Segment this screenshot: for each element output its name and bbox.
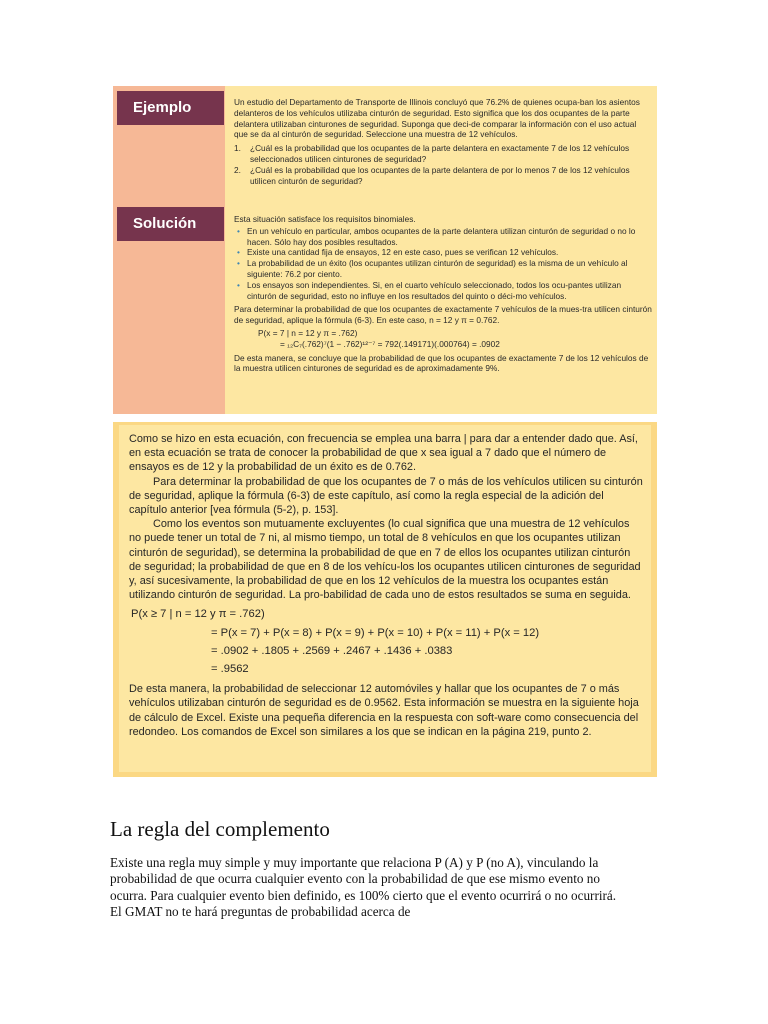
sum-line-4: = .9562 [211, 663, 249, 676]
example-text [234, 97, 652, 186]
section-paragraph: Existe una regla muy simple y muy importante que relaciona P (A) y P (no A), vinculando la probabilidad de que ocurra cualquier evento con la probabilidad de que ese mismo evento no ocurra. Para cualquier evento bien definido, es 100% cierto que el evento ocurrirá o no ocurrirá. El GMAT no te hará preguntas de probabilidad acerca de [110, 855, 617, 919]
sum-line-3: = .0902 + .1805 + .2569 + .2467 + .1436 + .0383 [211, 644, 453, 657]
requirement-item: • En un vehículo en particular, ambos ocupantes de la parte delantera utilizan cinturón de seguridad o no lo hacen. Sólo hay dos posibles resultados. [237, 225, 636, 247]
equation-line-1: P(x = 7 | n = 12 y π = .762) [258, 327, 358, 338]
question-2: 2. ¿Cuál es la probabilidad que los ocupantes de la parte delantera de por lo menos 7 de los 12 vehículos utilicen cinturón de seguridad? [234, 164, 630, 186]
sum-line-2: = P(x = 7) + P(x = 8) + P(x = 9) + P(x = 10) + P(x = 11) + P(x = 12) [211, 626, 540, 639]
label-column [113, 86, 225, 414]
requirement-item: • La probabilidad de un éxito (los ocupantes utilizan cinturón de seguridad) es la misma de un vehículo al siguiente: 76.2 por ciento. [237, 258, 628, 279]
given-paragraph: Como se hizo en esta ecuación, con frecuencia se emplea una barra | para dar a entender dado que. Así, en esta ecuación se trata de conocer la probabilidad de que x sea igual a 7 dado que el número de ensayos es de 12 y la probabilidad de un éxito es de 0.762. [129, 433, 638, 474]
seven-or-more-paragraph: Para determinar la probabilidad de que los ocupantes de 7 o más de los vehículos utilicen su cinturón de seguridad, aplique la fórmula (6-3) de este capítulo, así como la regla especial de la adición del capítulo anterior [vea fórmula (5-2), p. 153]. [129, 475, 643, 517]
example-box [113, 86, 657, 414]
solution-intro: Esta situación satisface los requisitos binomiales. [234, 214, 416, 224]
solucion-tab: Solución [117, 207, 224, 241]
continuation-box [113, 422, 657, 777]
final-paragraph: De esta manera, la probabilidad de seleccionar 12 automóviles y hallar que los ocupantes de 7 o más vehículos utilizaban cinturón de seguridad es de 0.9562. Esta información se muestra en la siguiente hoja de cálculo de Excel. Existe una pequeña diferencia en la respuesta con soft-ware como consecuencia del redondeo. Los comandos de Excel son similares a los que se indican en la página 219, punto 2. [129, 683, 639, 738]
ejemplo-tab: Ejemplo [117, 91, 224, 125]
requirement-item: • Los ensayos son independientes. Si, en el cuarto vehículo seleccionado, todos los ocu-pantes utilizan cinturón de seguridad, esto no influye en los resultados del quinto o déci-mo vehículos. [237, 279, 622, 301]
solution-conclusion: De esta manera, se concluye que la probabilidad de que los ocupantes de exactamente 7 de los 12 vehículos de la muestra utilicen cinturones de seguridad es de aproximadamente 9%. [234, 352, 649, 374]
continuation-text [129, 432, 644, 739]
requirement-item: • Existe una cantidad fija de ensayos, 12 en este caso, pues se verifican 12 vehículos. [237, 247, 559, 258]
exact-paragraph: Para determinar la probabilidad de que los ocupantes de exactamente 7 vehículos de la mues-tra utilicen cinturón de seguridad, aplique la fórmula (6-3). En este caso, n = 12 y π = 0.762. [234, 304, 652, 326]
solution-text [234, 214, 652, 374]
sum-line-1: P(x ≥ 7 | n = 12 y π = .762) [131, 608, 265, 621]
continuation-inner [119, 425, 651, 772]
equation-line-2: = ₁₂C₇(.762)⁷(1 − .762)¹²⁻⁷ = 792(.149171)(.000764) = .0902 [280, 338, 500, 349]
sum-equation [129, 607, 644, 676]
mutually-exclusive-paragraph: Como los eventos son mutuamente excluyentes (lo cual significa que una muestra de 12 vehículos no puede tener un total de 7 ni, al mismo tiempo, un total de 8 vehículos en que los ocupantes utilizan cinturón de seguridad), se determina la probabilidad de que en 7 de ellos los ocupantes utilizan cinturón de seguridad; la probabilidad de que en 8 de los vehícu-los los ocupantes utilicen cinturones de seguridad y, así sucesivamente, la probabilidad de que en los 12 vehículos de la muestra los ocupantes están utilizando cinturón de seguridad. La pro-babilidad de cada uno de estos resultados se suma en seguida. [129, 518, 641, 602]
question-1: 1. ¿Cuál es la probabilidad que los ocupantes de la parte delantera en exactamente 7 de los 12 vehículos seleccionados utilicen cinturones de seguridad? [234, 143, 630, 164]
requirements-list [234, 226, 652, 302]
section-heading: La regla del complemento [110, 817, 330, 841]
example-intro: Un estudio del Departamento de Transporte de Illinois concluyó que 76.2% de quienes ocupa-ban los asientos delanteros de los vehículos utilizaba cinturón de seguridad. Esto significa que los dos ocupantes de la parte delantera utilizaban cinturones de seguridad. Suponga que deci-de comparar la información con el uso actual que se da al cinturón de seguridad. Seleccione una muestra de 12 vehículos. [234, 97, 640, 140]
question-list [234, 143, 652, 186]
